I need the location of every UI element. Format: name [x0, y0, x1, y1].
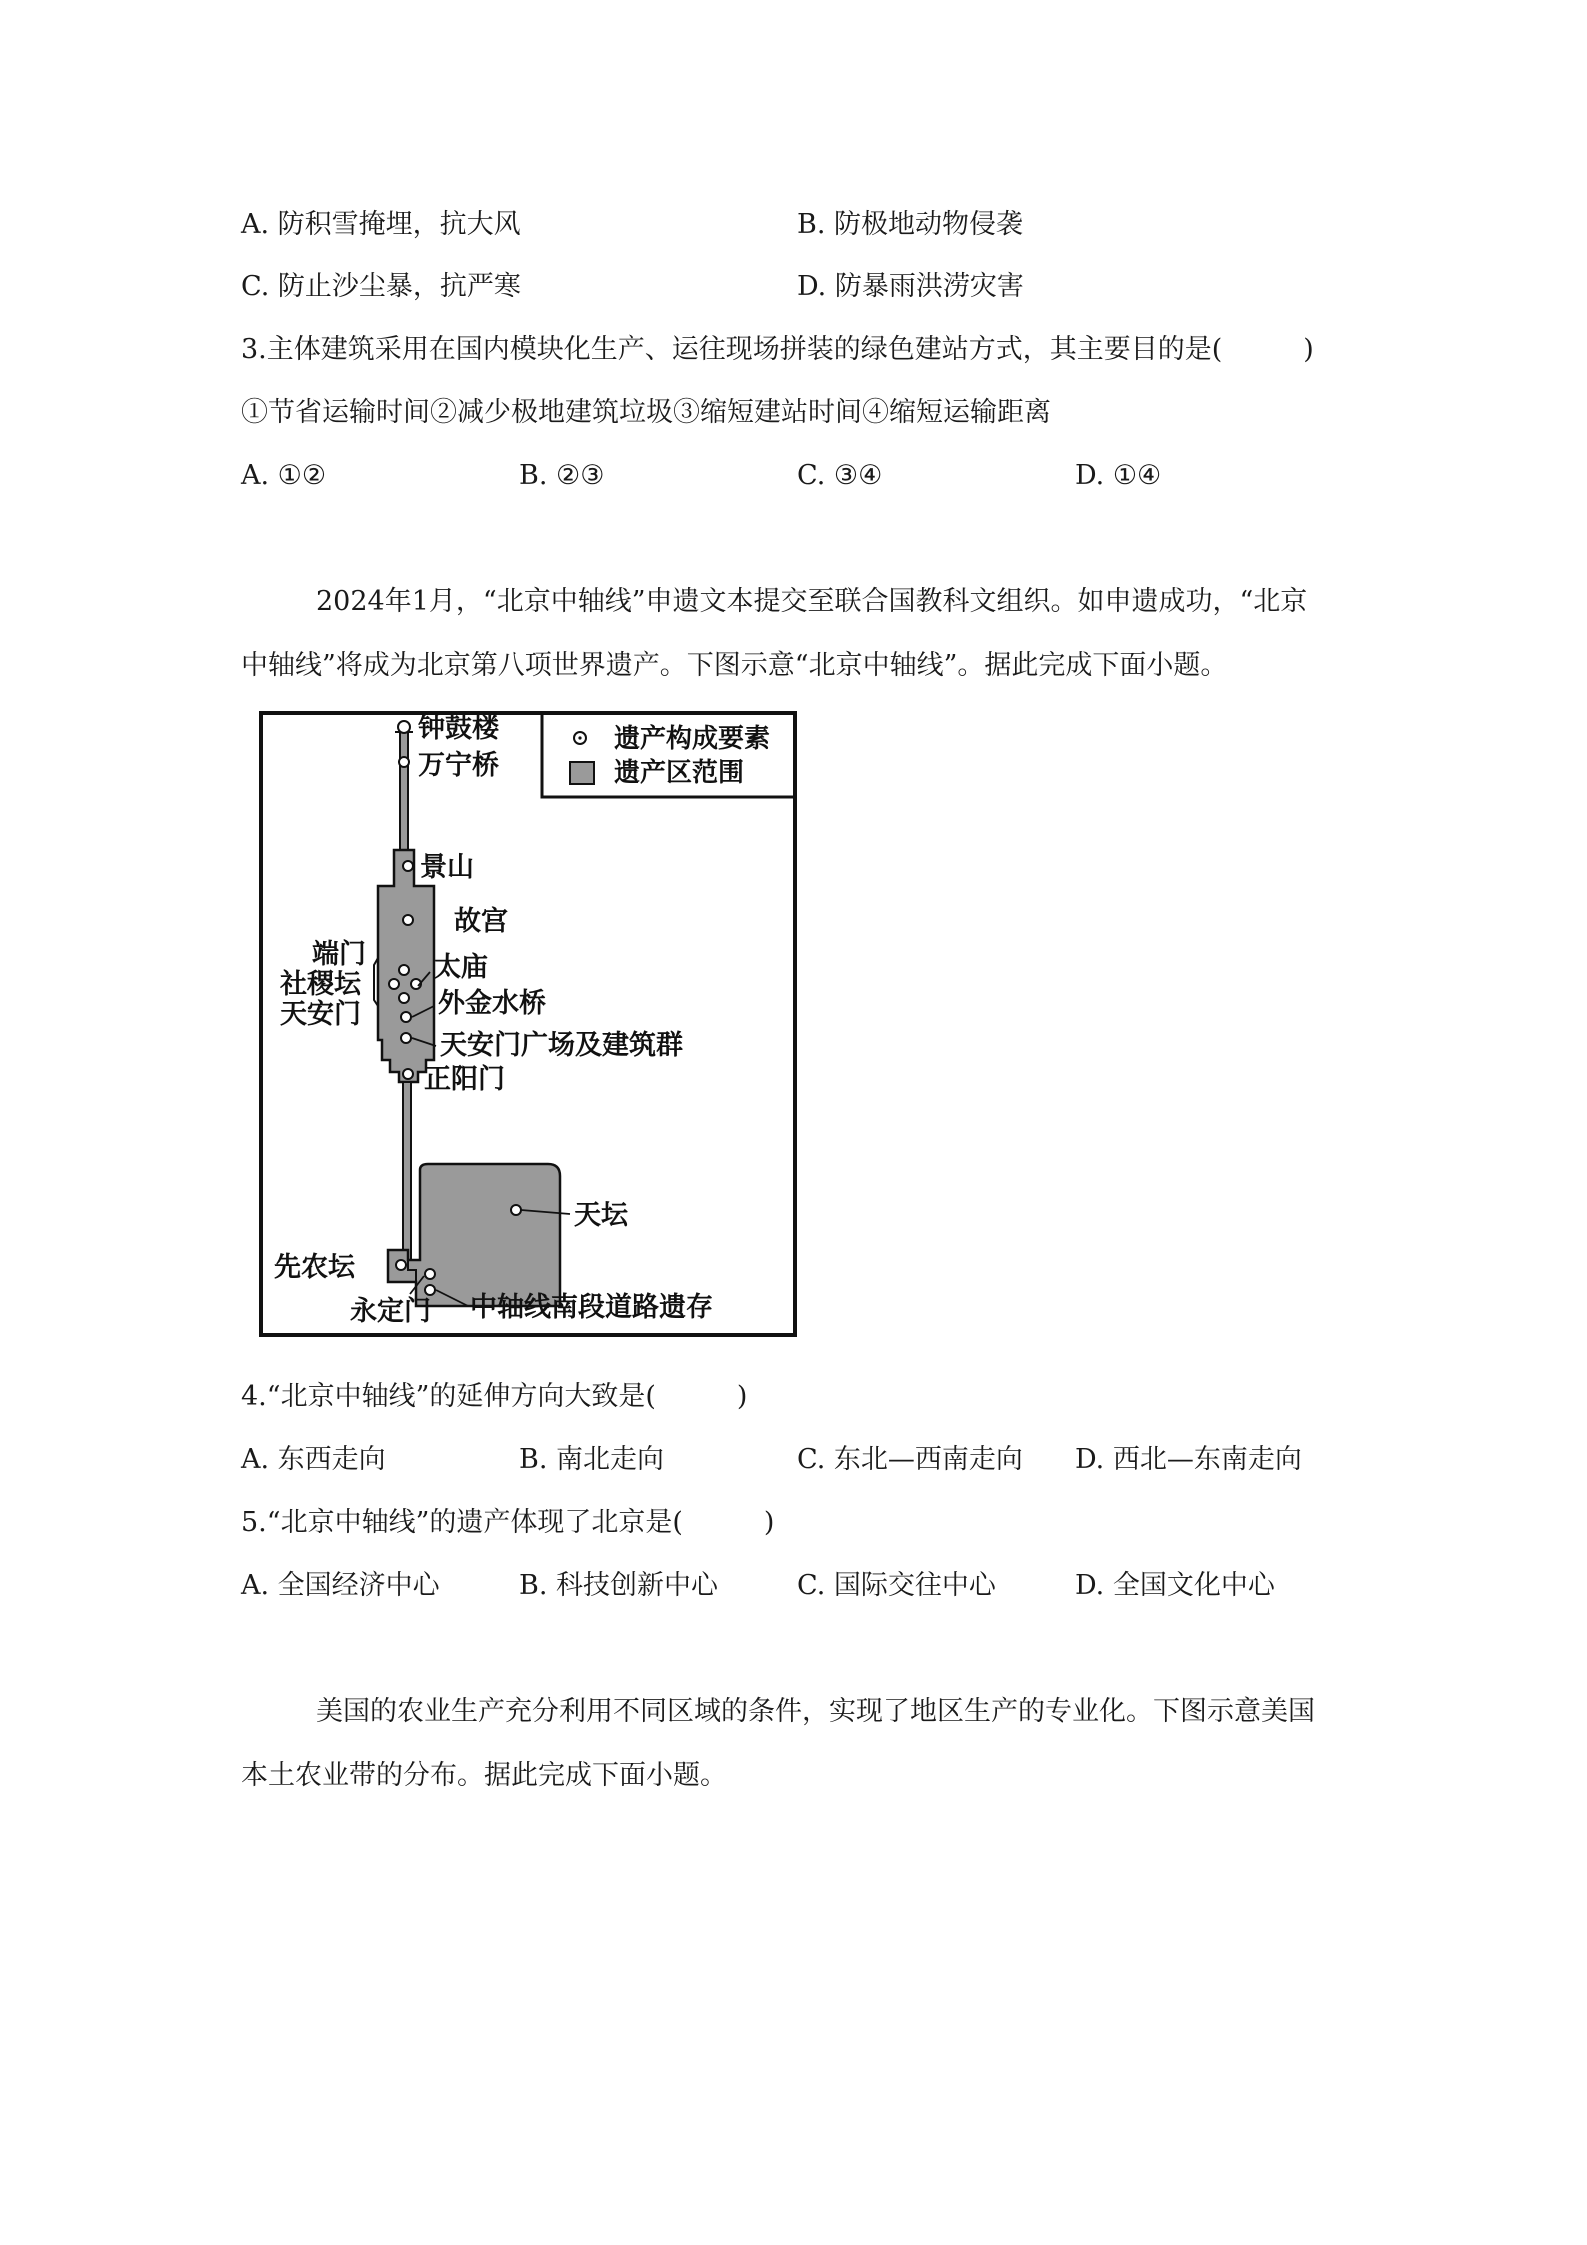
label-xiannongtan: 先农坛 — [274, 1252, 355, 1283]
zhonggulou-marker — [398, 721, 410, 733]
zhengyangmen-marker — [403, 1069, 413, 1079]
q3-items: ①节省运输时间②减少极地建筑垃圾③缩短建站时间④缩短运输距离 — [241, 397, 1051, 428]
passage2-line1: 美国的农业生产充分利用不同区域的条件，实现了地区生产的专业化。下图示意美国 — [316, 1696, 1315, 1727]
q3-option-c: C. ③④ — [797, 460, 883, 491]
legend-area-swatch — [570, 762, 594, 784]
label-zhonggulou: 钟鼓楼 — [418, 713, 499, 744]
label-taimiao: 太庙 — [434, 952, 488, 983]
label-wanningqiao: 万宁桥 — [418, 750, 499, 781]
q5-option-d: D. 全国文化中心 — [1075, 1570, 1275, 1601]
q2-option-d: D. 防暴雨洪涝灾害 — [797, 271, 1024, 302]
label-yongdingmen: 永定门 — [350, 1296, 431, 1327]
beijing-central-axis-map — [258, 710, 798, 1338]
q4-option-c: C. 东北—西南走向 — [797, 1444, 1023, 1475]
shejitan-marker — [389, 979, 399, 989]
q5-stem: 5.“北京中轴线”的遗产体现了北京是( ) — [241, 1507, 775, 1538]
label-waijinshuiqiao: 外金水桥 — [438, 988, 546, 1019]
gugong-marker — [403, 915, 413, 925]
q3-stem: 3.主体建筑采用在国内模块化生产、运往现场拼装的绿色建站方式，其主要目的是( ) — [241, 334, 1314, 365]
q4-option-a: A. 东西走向 — [241, 1444, 386, 1475]
label-gugong: 故宫 — [454, 906, 508, 937]
q2-option-c: C. 防止沙尘暴，抗严寒 — [241, 271, 521, 302]
label-duanmen: 端门 — [312, 939, 366, 970]
xiannongtan-marker — [396, 1260, 406, 1270]
label-shejitan: 社稷坛 — [280, 969, 361, 1000]
q4-stem: 4.“北京中轴线”的延伸方向大致是( ) — [241, 1381, 748, 1412]
duanmen-marker — [399, 965, 409, 975]
waijinshuiqiao-marker — [401, 1012, 411, 1022]
q2-option-a: A. 防积雪掩埋，抗大风 — [241, 209, 521, 240]
tiananmen-marker — [399, 993, 409, 1003]
nanduan-marker — [425, 1285, 435, 1295]
q3-option-a: A. ①② — [241, 460, 327, 491]
label-tiantan: 天坛 — [574, 1200, 628, 1231]
q2-option-b: B. 防极地动物侵袭 — [797, 209, 1024, 240]
passage1-line2: 中轴线”将成为北京第八项世界遗产。下图示意“北京中轴线”。据此完成下面小题。 — [241, 650, 1228, 681]
legend-element-label: 遗产构成要素 — [614, 724, 771, 754]
q3-option-d: D. ①④ — [1075, 460, 1162, 491]
q4-option-d: D. 西北—东南走向 — [1075, 1444, 1302, 1475]
tiantan-marker — [511, 1205, 521, 1215]
passage1-line1: 2024年1月，“北京中轴线”申遗文本提交至联合国教科文组织。如申遗成功，“北京 — [316, 586, 1308, 617]
q5-option-b: B. 科技创新中心 — [519, 1570, 719, 1601]
q3-option-b: B. ②③ — [519, 460, 605, 491]
yongdingmen-marker — [425, 1269, 435, 1279]
label-tiananmen: 天安门 — [280, 999, 361, 1030]
guangchang-marker — [401, 1033, 411, 1043]
label-jingshan: 景山 — [420, 852, 474, 883]
passage2-line2: 本土农业带的分布。据此完成下面小题。 — [241, 1760, 727, 1791]
label-nanduan: 中轴线南段道路遗存 — [470, 1292, 713, 1323]
legend-area-label: 遗产区范围 — [614, 758, 745, 788]
q5-option-a: A. 全国经济中心 — [241, 1570, 440, 1601]
q5-option-c: C. 国际交往中心 — [797, 1570, 996, 1601]
q4-option-b: B. 南北走向 — [519, 1444, 665, 1475]
label-zhengyangmen: 正阳门 — [424, 1064, 505, 1095]
label-guangchang: 天安门广场及建筑群 — [440, 1030, 683, 1061]
wanningqiao-marker — [399, 757, 409, 767]
jingshan-marker — [403, 861, 413, 871]
